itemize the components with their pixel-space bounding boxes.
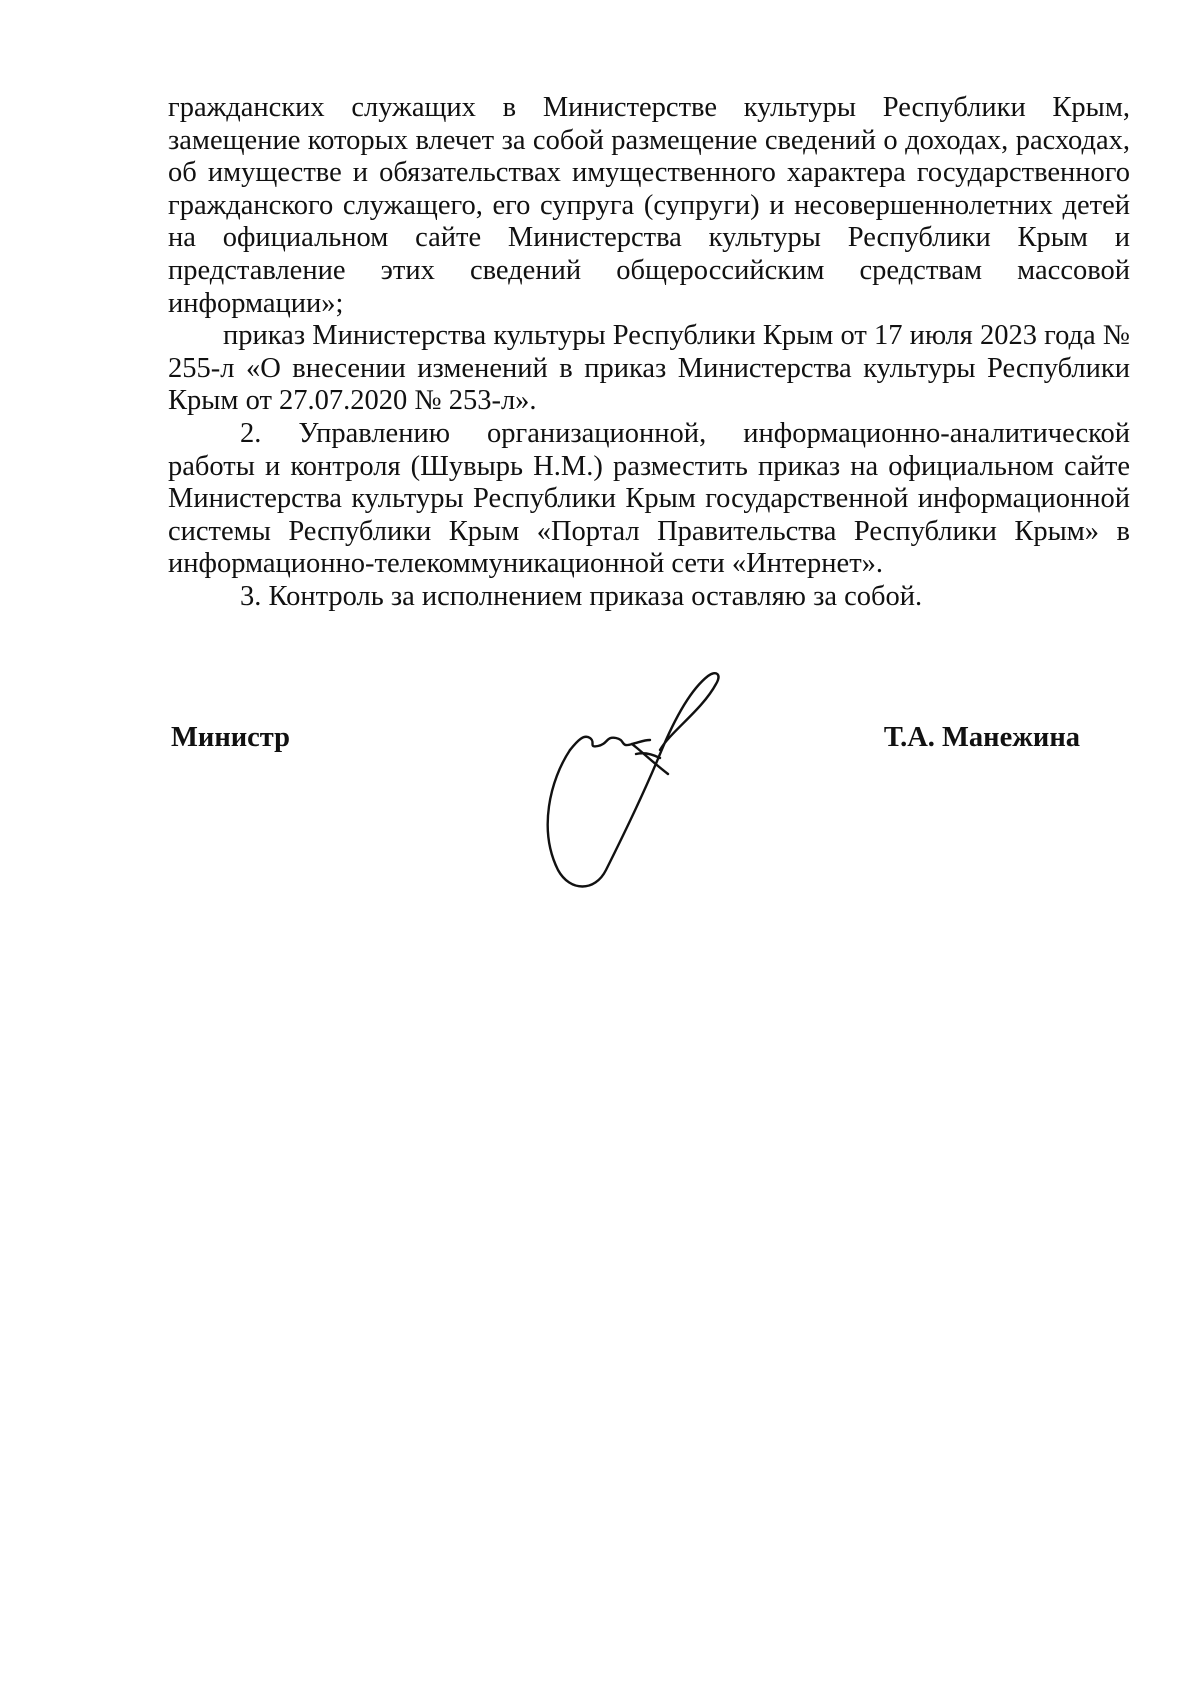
paragraph-item-3: 3. Контроль за исполнением приказа оставляю за собой. — [240, 580, 923, 612]
paragraph-continuation: гражданских служащих в Министерстве культуры Республики Крым, замещение которых влечет за собой размещение сведений о доходах, расходах, об имуществе и обязательствах имущественного характера государственного гражданского служащего, его супруга (супруги) и несовершеннолетних детей на официальном сайте Министерства культуры Республики Крым и представление этих сведений общероссийским средствам массовой информации»; — [168, 92, 1130, 319]
paragraph-item-2: 2. Управлению организационной, информационно-аналитической работы и контроля (Шувырь Н.М.) разместить приказ на официальном сайте Министерства культуры Республики Крым государственной информационной системы Республики Крым «Портал Правительства Республики Крым» в информационно-телекоммуникационной сети «Интернет». — [168, 417, 1130, 580]
signatory-title: Министр — [171, 722, 291, 753]
signatory-name: Т.А. Манежина — [883, 722, 1080, 753]
handwritten-signature — [540, 670, 740, 895]
document-body — [168, 92, 1130, 614]
paragraph-order-reference: приказ Министерства культуры Республики Крым от 17 июля 2023 года № 255-л «О внесении изменений в приказ Министерства культуры Республики Крым от 27.07.2020 № 253-л». — [168, 320, 1130, 417]
